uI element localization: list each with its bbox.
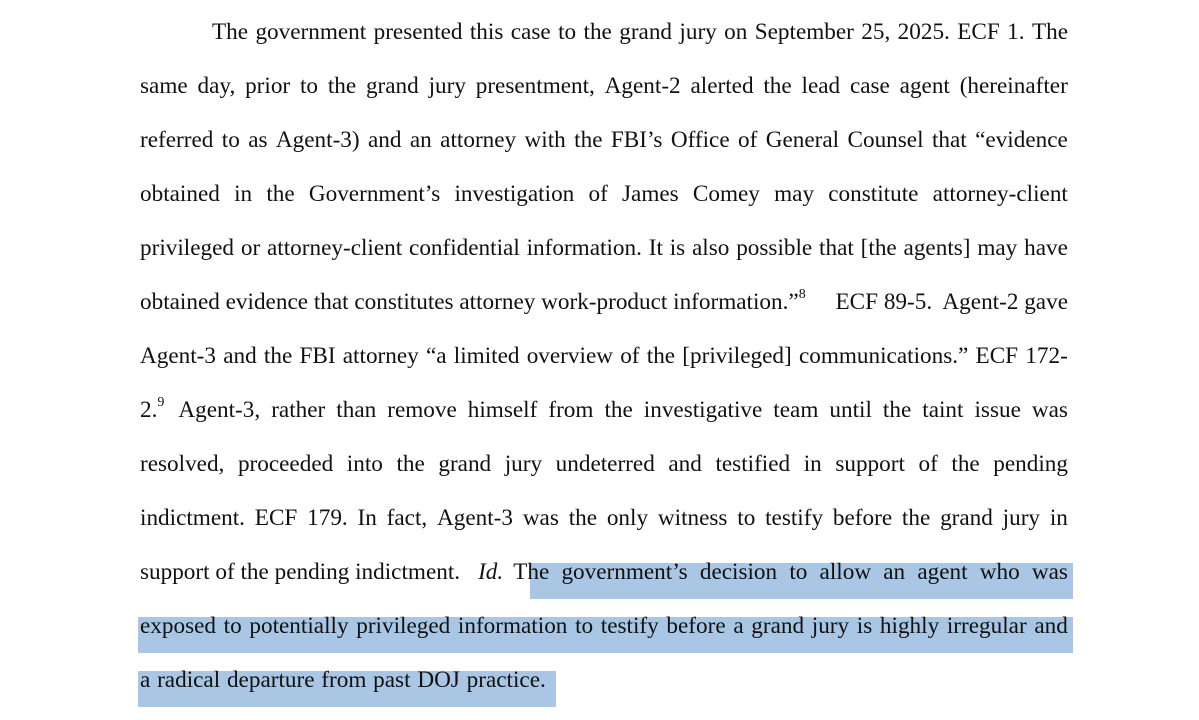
word: [the (860, 235, 897, 261)
word: 1. (1007, 19, 1025, 45)
word: the (604, 397, 633, 423)
word: to (575, 613, 594, 639)
highlighted-sentence-end[interactable]: a radical departure from past DOJ practice. (140, 667, 546, 693)
word: grand (940, 505, 993, 531)
word: jury (811, 613, 850, 639)
word: Agent-3 (140, 343, 216, 369)
word: (hereinafter (959, 73, 1068, 99)
word: and (1034, 613, 1068, 639)
word: was (1031, 397, 1068, 423)
word: into (346, 451, 383, 477)
paragraph-line-7 (140, 336, 1068, 376)
line-11-text: support of the pending indictment. (140, 559, 461, 585)
word: Office (670, 127, 730, 153)
word: to (299, 73, 318, 99)
word: In (357, 505, 377, 531)
word: proceeded (237, 451, 334, 477)
word: privileged (140, 235, 235, 261)
word: alerted (690, 73, 754, 99)
word: exposed (140, 613, 216, 639)
word: also (692, 235, 730, 261)
word: indictment. (140, 505, 245, 531)
word: grand (751, 613, 805, 639)
word: jury (679, 19, 717, 45)
word: that (931, 127, 967, 153)
word: and (223, 343, 257, 369)
word: support (835, 451, 905, 477)
word: attorney (342, 343, 419, 369)
word: the (901, 505, 931, 531)
word: of (738, 127, 758, 153)
word: The (513, 559, 550, 585)
word: government (255, 19, 367, 45)
line-8-text-after-footnote (178, 390, 1068, 430)
word: testify (600, 613, 659, 639)
word: FBI’s (610, 127, 663, 153)
word: in (1049, 505, 1068, 531)
word: the (763, 73, 792, 99)
word: Counsel (847, 127, 924, 153)
word: only (606, 505, 649, 531)
word: is (856, 613, 873, 639)
word: allow (819, 559, 872, 585)
word: before (832, 505, 893, 531)
word: remove (387, 397, 457, 423)
word: the (882, 397, 912, 423)
word: to (223, 613, 242, 639)
word: ECF (957, 19, 1000, 45)
paragraph-line-4 (140, 174, 1068, 214)
word: investigation (454, 181, 575, 207)
word: the (266, 181, 295, 207)
word: the (583, 19, 612, 45)
word: testify (765, 505, 824, 531)
citation-id: Id. (478, 559, 504, 585)
word: Government’s (308, 181, 441, 207)
word: the (568, 505, 598, 531)
word: FBI (299, 343, 336, 369)
line-8-text-before-footnote: 2.$^9$ (140, 395, 165, 423)
word: obtained (140, 181, 220, 207)
word: information (457, 613, 568, 639)
paragraph-line-10 (140, 498, 1068, 538)
word: until (829, 397, 872, 423)
word: September (754, 19, 854, 45)
word: taint (922, 397, 964, 423)
word: the (574, 127, 603, 153)
line-6-text-after-footnote: ECF 89-5. Agent-2 gave (835, 289, 1068, 315)
word: than (336, 397, 377, 423)
word: to (737, 505, 756, 531)
word: jury (428, 73, 466, 99)
word: of (620, 343, 640, 369)
word: fact, (386, 505, 428, 531)
word: day, (197, 73, 236, 99)
highlighted-sentence-start[interactable] (513, 552, 1068, 592)
word: Agent-3, (178, 397, 261, 423)
word: the (396, 451, 425, 477)
paragraph-line-9 (140, 444, 1068, 484)
word: Agent-3 (437, 505, 513, 531)
word: confidential (409, 235, 520, 261)
word: [privileged] (682, 343, 792, 369)
word: himself (467, 397, 538, 423)
word: Comey (692, 181, 760, 207)
word: or (240, 235, 261, 261)
word: jury (1002, 505, 1041, 531)
word: to (221, 127, 240, 153)
word: ECF (254, 505, 298, 531)
footnote-marker-9[interactable]: 9 (157, 395, 165, 411)
word: attorney-client (267, 235, 403, 261)
word: attorney (440, 127, 517, 153)
word: grand (619, 19, 673, 45)
line-6-text-before-footnote: obtained evidence that constitutes attorney work-product information.”$^8$ (140, 287, 806, 315)
word: investigative (643, 397, 763, 423)
word: ECF (975, 343, 1019, 369)
word: decision (699, 559, 778, 585)
word: team (773, 397, 819, 423)
word: agent (899, 73, 950, 99)
word: undeterred (555, 451, 655, 477)
word: Agent-2 (604, 73, 681, 99)
word: attorney-client (932, 181, 1068, 207)
word: pending (993, 451, 1068, 477)
word: possible (736, 235, 813, 261)
paragraph-line-5 (140, 228, 1068, 268)
word: “a (425, 343, 447, 369)
word: referred (140, 127, 214, 153)
word: as (248, 127, 268, 153)
word: “evidence (975, 127, 1068, 153)
word: from (548, 397, 594, 423)
word: to (558, 19, 577, 45)
word: may (774, 181, 815, 207)
word: constitute (828, 181, 919, 207)
word: on (724, 19, 748, 45)
word: grand (438, 451, 492, 477)
word: limited (453, 343, 520, 369)
word: is (669, 235, 686, 261)
word: communications.” (798, 343, 969, 369)
word: in (803, 451, 822, 477)
word: 2025. (897, 19, 950, 45)
word: privileged (356, 613, 451, 639)
word: issue (974, 397, 1021, 423)
word: potentially (249, 613, 349, 639)
word: government’s (561, 559, 688, 585)
paragraph-line-12-highlighted[interactable] (140, 606, 1068, 646)
paragraph-line-1 (212, 12, 1068, 52)
word: irregular (946, 613, 1027, 639)
word: with (524, 127, 566, 153)
footnote-marker-8[interactable]: 8 (798, 287, 806, 303)
word: and (368, 127, 402, 153)
word: witness (657, 505, 728, 531)
word: was (1031, 559, 1068, 585)
word: this (469, 19, 504, 45)
word: testified (715, 451, 791, 477)
word: presented (373, 19, 463, 45)
word: that (819, 235, 854, 261)
word: prior (245, 73, 291, 99)
word: information. (526, 235, 642, 261)
word: agent (917, 559, 968, 585)
paragraph-line-3 (140, 120, 1068, 160)
word: The (212, 19, 249, 45)
word: jury (504, 451, 543, 477)
word: It (648, 235, 663, 261)
word: grand (365, 73, 419, 99)
word: of (918, 451, 938, 477)
paragraph-line-13-highlighted[interactable] (140, 660, 1068, 700)
word: overview (526, 343, 613, 369)
word: 179. (307, 505, 348, 531)
word: who (979, 559, 1020, 585)
word: James (622, 181, 679, 207)
word: to (789, 559, 808, 585)
word: presentment, (475, 73, 595, 99)
word: agents] (903, 235, 971, 261)
word: the (646, 343, 676, 369)
word: 25, (861, 19, 891, 45)
word: was (522, 505, 559, 531)
word: and (668, 451, 702, 477)
word: an (409, 127, 432, 153)
paragraph-line-11 (140, 552, 1068, 592)
word: case (849, 73, 890, 99)
paragraph-line-2 (140, 66, 1068, 106)
word: lead (801, 73, 841, 99)
word: The (1031, 19, 1068, 45)
word: may (977, 235, 1018, 261)
word: the (327, 73, 357, 99)
word: the (263, 343, 293, 369)
word: resolved, (140, 451, 225, 477)
word: have (1024, 235, 1068, 261)
paragraph-line-8 (140, 390, 1068, 430)
paragraph-line-6 (140, 282, 1068, 322)
word: 172- (1025, 343, 1068, 369)
word: in (234, 181, 253, 207)
word: a (733, 613, 744, 639)
word: rather (271, 397, 326, 423)
word: General (765, 127, 840, 153)
word: the (951, 451, 980, 477)
word: highly (879, 613, 940, 639)
word: Agent-3) (275, 127, 360, 153)
word: before (666, 613, 726, 639)
word: case (510, 19, 551, 45)
word: same (140, 73, 188, 99)
word: of (588, 181, 608, 207)
word: an (883, 559, 906, 585)
